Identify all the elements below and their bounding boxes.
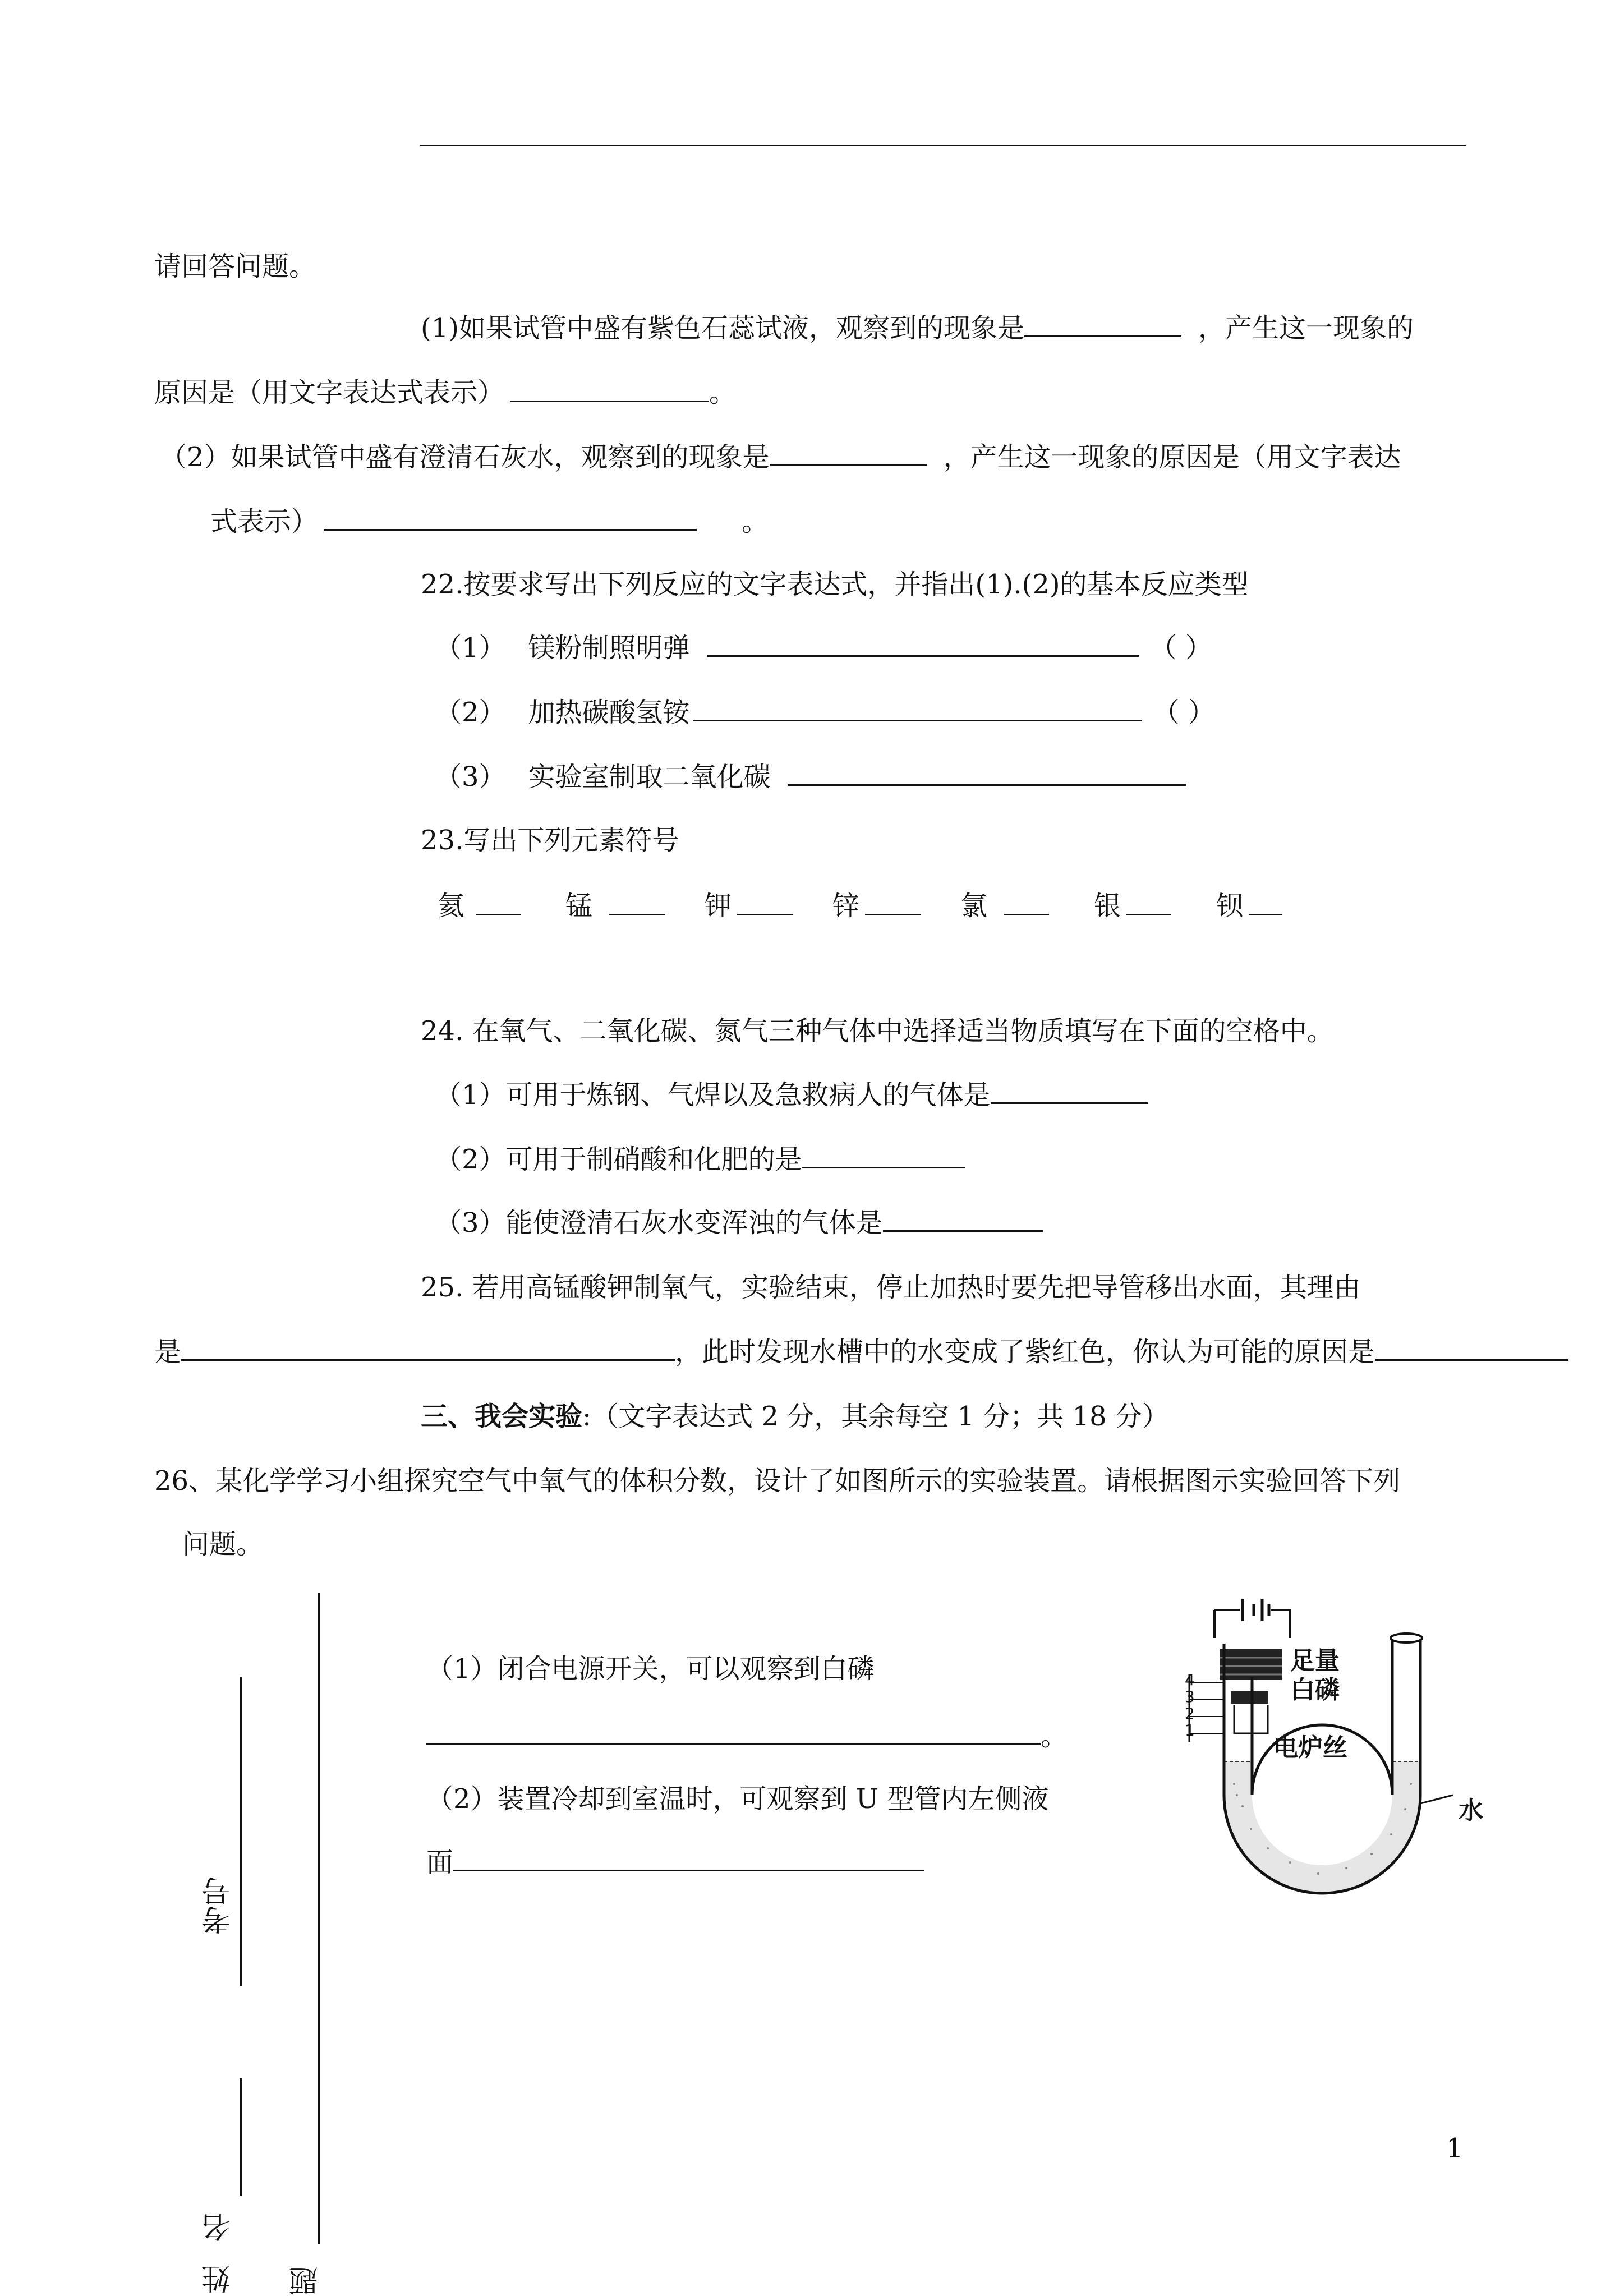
q26-line1: 26、某化学学习小组探究空气中氧气的体积分数，设计了如图所示的实验装置。请根据图示实验回答下列 — [154, 1465, 1401, 1497]
q22-item-text: 镁粉制照明弹 — [528, 632, 690, 664]
q26-line2: 问题。 — [182, 1529, 264, 1560]
element-label: 银 — [1094, 890, 1121, 922]
figure-label-phosphorus: 足量白磷 — [1290, 1646, 1340, 1704]
margin-ti-label: 题 — [289, 2266, 323, 2295]
element-blank[interactable] — [1249, 891, 1282, 915]
q24-title: 24. 在氧气、二氧化碳、氮气三种气体中选择适当物质填写在下面的空格中。 — [421, 1015, 1334, 1047]
header-rule — [420, 145, 1466, 146]
q24-item-blank[interactable] — [883, 1208, 1043, 1232]
q22-item-blank[interactable] — [788, 762, 1186, 786]
element-label: 锰 — [565, 890, 593, 922]
binding-line — [318, 1593, 320, 2244]
element-blank[interactable] — [865, 891, 921, 915]
q23-elements — [438, 889, 1282, 923]
q22-item-paren: （ ） — [1149, 632, 1212, 664]
element-label: 钾 — [705, 890, 732, 922]
q24-item-blank[interactable] — [991, 1080, 1148, 1104]
figure-label-water: 水 — [1459, 1796, 1483, 1825]
q25-line2-mid: ，此时发现水槽中的水变成了紫红色，你认为可能的原因是 — [675, 1336, 1375, 1368]
q22-item-text: 实验室制取二氧化碳 — [528, 761, 771, 793]
element-label: 锌 — [832, 890, 860, 922]
q24-item-3 — [435, 1206, 1043, 1240]
figure-scale — [1185, 1672, 1195, 1739]
q21-1-end: 。 — [709, 377, 737, 408]
scale-mark: 3 — [1185, 1687, 1195, 1706]
q21-2-blank2[interactable] — [324, 507, 697, 531]
element-blank[interactable] — [1004, 891, 1049, 915]
q21-2-line2 — [210, 505, 769, 539]
name-label: 姓名 — [202, 2191, 236, 2294]
q24-item-text: （2）可用于制硝酸和化肥的是 — [435, 1144, 802, 1175]
q21-2-line1 — [160, 440, 1401, 474]
q21-1-blank1[interactable] — [1024, 313, 1181, 337]
q25-blank1[interactable] — [181, 1337, 675, 1361]
exam-number-rule — [240, 1677, 242, 1986]
q26-sub1-answer — [426, 1719, 1068, 1753]
element-label: 氯 — [960, 890, 988, 922]
q21-2-blank1[interactable] — [770, 442, 927, 466]
q26-sub1-blank[interactable] — [426, 1721, 1041, 1745]
section3-title: 三、我会实验 — [421, 1401, 583, 1432]
q26-sub2-face: 面 — [426, 1847, 454, 1878]
q21-1-line2 — [154, 376, 736, 409]
q25-line2 — [154, 1335, 1568, 1369]
element-blank[interactable] — [737, 891, 793, 915]
q21-2-mid: ，产生这一现象的原因是（用文字表达 — [943, 441, 1401, 473]
q24-item-1 — [435, 1078, 1148, 1112]
element-label: 钡 — [1216, 890, 1244, 922]
q26-sub1-end: 。 — [1041, 1720, 1068, 1752]
q24-item-text: （1）可用于炼钢、气焊以及急救病人的气体是 — [435, 1079, 991, 1111]
section3-heading — [421, 1400, 1169, 1433]
element-blank[interactable] — [1126, 891, 1171, 915]
q22-title: 22.按要求写出下列反应的文字表达式，并指出(1).(2)的基本反应类型 — [421, 569, 1249, 600]
q22-item-blank[interactable] — [693, 697, 1142, 721]
q21-2-end: 。 — [742, 506, 769, 537]
q26-sub1: （1）闭合电源开关，可以观察到白磷 — [426, 1653, 875, 1685]
scale-mark: 1 — [1185, 1721, 1195, 1740]
q24-item-2 — [435, 1143, 965, 1176]
scale-mark: 2 — [1185, 1704, 1195, 1723]
q22-item-num: （3） — [435, 761, 506, 793]
q26-sub2: （2）装置冷却到室温时，可观察到 U 型管内左侧液 — [426, 1783, 1049, 1815]
q24-item-text: （3）能使澄清石灰水变浑浊的气体是 — [435, 1207, 883, 1239]
element-blank[interactable] — [609, 891, 665, 915]
q21-1-mid: ，产生这一现象的 — [1198, 312, 1414, 344]
q24-item-blank[interactable] — [802, 1144, 965, 1168]
q21-2-pre: （2）如果试管中盛有澄清石灰水，观察到的现象是 — [160, 441, 770, 473]
section3-note: :（文字表达式 2 分，其余每空 1 分；共 18 分） — [582, 1401, 1169, 1432]
q25-line2-pre: 是 — [154, 1336, 182, 1368]
q26-sub2-line2 — [426, 1846, 924, 1879]
q21-1-pre: (1)如果试管中盛有紫色石蕊试液，观察到的现象是 — [421, 312, 1024, 344]
q21-1-line2-text: 原因是（用文字表达式表示） — [154, 377, 505, 408]
q22-item-num: （2） — [435, 697, 506, 728]
q23-title: 23.写出下列元素符号 — [421, 825, 679, 856]
element-label: 氦 — [438, 890, 465, 922]
name-rule — [240, 2078, 242, 2196]
q26-sub2-blank[interactable] — [453, 1847, 924, 1871]
q25-line1: 25. 若用高锰酸钾制氧气，实验结束，停止加热时要先把导管移出水面，其理由 — [421, 1272, 1361, 1303]
page-number: 1 — [1446, 2133, 1464, 2164]
scale-mark: 4 — [1185, 1671, 1195, 1689]
q22-item-blank[interactable] — [707, 633, 1139, 657]
q25-blank2[interactable] — [1375, 1337, 1568, 1361]
q22-item-1 — [435, 631, 1212, 665]
q22-item-3 — [435, 760, 1186, 794]
q22-item-text: 加热碳酸氢铵 — [528, 697, 690, 728]
q22-item-num: （1） — [435, 632, 506, 664]
element-blank[interactable] — [476, 891, 521, 915]
intro-text: 请回答问题。 — [154, 251, 316, 282]
figure-label-wire: 电炉丝 — [1273, 1733, 1347, 1762]
q22-item-2 — [435, 696, 1215, 729]
q21-1-line1 — [421, 311, 1414, 345]
q21-1-blank2[interactable] — [510, 378, 709, 402]
q22-item-paren: （ ） — [1152, 697, 1215, 728]
exam-number-label: 考号 — [202, 1876, 236, 1935]
q21-2-line2-text: 式表示） — [210, 506, 319, 537]
